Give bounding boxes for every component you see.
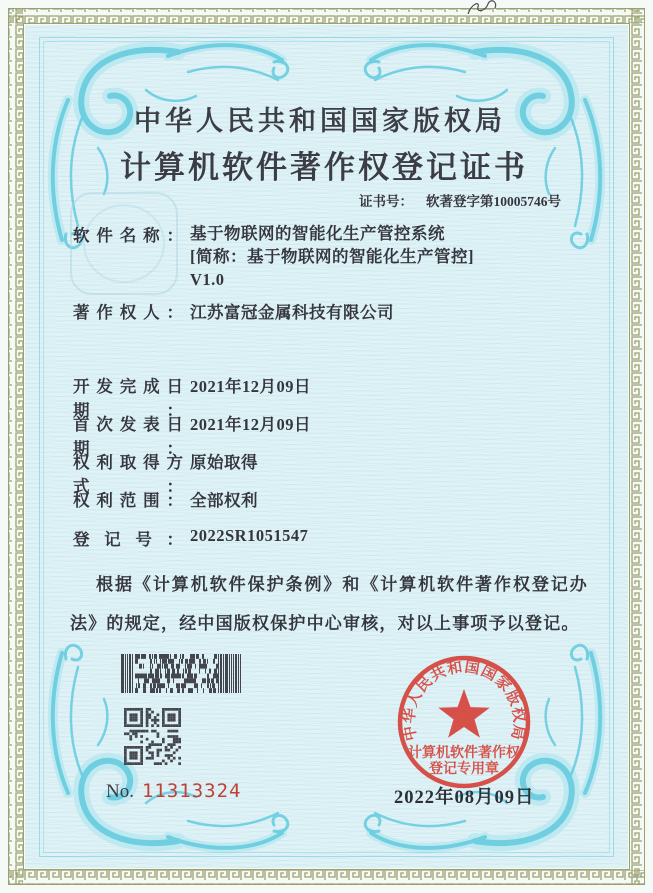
stamp-inner-text-2: 登记专用章 (429, 762, 499, 777)
cert-no-label: 证书号： (359, 194, 413, 209)
star-icon (438, 689, 489, 738)
field-label: 首次发表日期： (73, 415, 183, 458)
field-label: 权利范围： (73, 491, 183, 510)
certificate-title: 计算机软件著作权登记证书 (120, 150, 528, 185)
stamp-inner-text-1: 计算机软件著作权 (408, 746, 520, 761)
field-row-right-scope (73, 487, 258, 511)
field-value: 2021年12月09日 (190, 415, 311, 434)
cert-no-value: 软著登字第10005746号 (426, 194, 561, 209)
field-label: 登记号： (73, 530, 183, 549)
field-row-copyright-owner (73, 299, 394, 323)
field-value: 江苏富冠金属科技有限公司 (190, 303, 394, 322)
field-label: 著作权人： (73, 303, 183, 322)
stamp-ring-text: 中华人民共和国国家版权局 (401, 659, 527, 742)
field-value: 2021年12月09日 (190, 377, 311, 396)
field-row-registration-no (73, 526, 308, 550)
barcode (121, 654, 241, 693)
authority-title: 中华人民共和国国家版权局 (134, 106, 506, 136)
qr-code (124, 708, 181, 765)
field-value: 2022SR1051547 (190, 526, 309, 545)
issue-date: 2022年08月09日 (394, 788, 535, 808)
field-label: 软件名称： (73, 226, 183, 245)
serial-number: 11313324 (141, 780, 242, 802)
registration-statement: 根据《计算机软件保护条例》和《计算机软件著作权登记办法》的规定，经中国版权保护中心审核，对以上事项予以登记。 (70, 575, 588, 633)
field-value: 原始取得 (190, 453, 258, 472)
field-value: 全部权利 (190, 491, 258, 510)
serial-number-line (106, 780, 242, 803)
field-value: 基于物联网的智能化生产管控系统 [简称：基于物联网的智能化生产管控] V1.0 (190, 224, 474, 289)
field-label: 权利取得方式： (73, 453, 183, 496)
field-label: 开发完成日期： (73, 377, 183, 420)
certificate-number (359, 190, 561, 210)
serial-label: No. (106, 781, 134, 802)
field-row-software-name (73, 222, 474, 291)
